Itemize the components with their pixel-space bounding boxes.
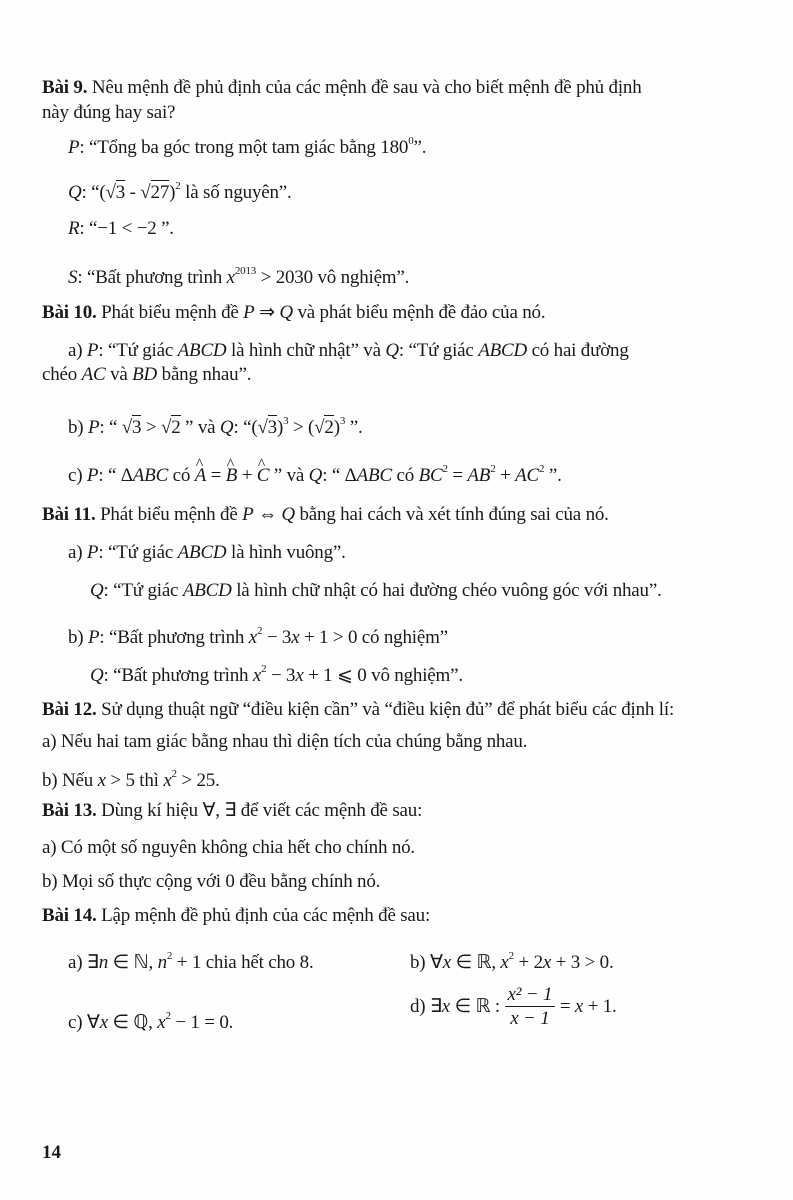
text-segment: 3 <box>339 415 346 427</box>
exercise-line-bai10-a <box>68 339 629 363</box>
text-segment: x <box>248 627 257 648</box>
text-segment: 2 <box>442 463 448 475</box>
text-segment: ”. <box>345 417 363 438</box>
text-segment: P <box>243 302 255 323</box>
text-segment: a) ∃ <box>68 952 99 973</box>
text-segment: 2 <box>324 417 334 438</box>
text-segment: ∈ ℚ, <box>107 1012 158 1033</box>
text-segment: là hình chữ nhật” và <box>226 340 386 361</box>
exercise-line-bai10-title <box>42 301 545 325</box>
text-segment: a) <box>68 542 87 563</box>
text-segment: Q <box>90 665 104 686</box>
text-segment: chéo <box>42 364 82 385</box>
exercise-line-bai11-b-p <box>68 619 448 650</box>
exercise-line-bai9-s <box>68 259 409 290</box>
text-segment: BD <box>132 364 158 385</box>
text-segment: + <box>237 465 257 486</box>
exercise-line-bai13-title <box>42 799 422 823</box>
text-segment: Sử dụng thuật ngữ “điều kiện cần” và “điều kiện đủ” để phát biểu các định lí: <box>96 699 675 720</box>
text-segment: BC <box>418 465 443 486</box>
text-segment: : “Bất phương trình <box>99 627 249 648</box>
text-segment: x <box>291 627 300 648</box>
exercise-line-bai14-a <box>68 944 314 975</box>
text-segment: là hình vuông”. <box>226 542 346 563</box>
text-segment: 3 <box>283 415 289 427</box>
text-segment: 2 <box>508 950 514 962</box>
text-segment: ^ C <box>257 465 269 486</box>
text-segment: 2 <box>171 417 181 438</box>
text-segment: bằng nhau”. <box>157 364 252 385</box>
text-segment: 2 <box>171 768 177 780</box>
text-segment: x <box>295 665 304 686</box>
text-segment: Dùng kí hiệu ∀, ∃ để viết các mệnh đề sau: <box>96 800 423 821</box>
text-segment: a) Nếu hai tam giác bằng nhau thì diện tích của chúng bằng nhau. <box>42 731 528 752</box>
text-segment: ” và <box>180 417 220 438</box>
text-segment: và phát biểu mệnh đề đảo của nó. <box>292 302 546 323</box>
text-segment: Q <box>281 504 295 525</box>
text-segment: : “Tứ giác <box>98 542 178 563</box>
text-segment: là hình chữ nhật có hai đường chéo vuông góc với nhau”. <box>231 580 662 601</box>
text-segment: Phát biểu mệnh đề <box>95 504 243 525</box>
text-segment: 3 <box>132 417 142 438</box>
text-segment: Q <box>219 417 234 438</box>
exercise-label: Bài 9. <box>42 77 88 98</box>
text-segment: x <box>574 995 584 1017</box>
text-segment: + 1 ⩽ 0 vô nghiệm”. <box>303 665 463 686</box>
text-segment: 3 <box>115 182 126 203</box>
text-segment: = <box>206 465 226 486</box>
exercise-label: Bài 12. <box>42 699 97 720</box>
text-segment: : “(√ <box>233 417 268 438</box>
text-segment: a) Có một số nguyên không chia hết cho chính nó. <box>42 837 415 858</box>
text-segment: là số nguyên”. <box>180 182 292 203</box>
exercise-line-bai9-p <box>68 129 426 160</box>
text-segment: Q <box>279 302 293 323</box>
exercise-line-bai11-a-q <box>90 579 662 603</box>
exercise-line-bai11-title <box>42 503 609 527</box>
exercise-line-bai9-title-cont <box>42 101 175 125</box>
text-segment: x <box>441 995 451 1017</box>
text-segment: − 3 <box>262 627 292 648</box>
exercise-line-bai9-q <box>68 174 292 205</box>
text-segment: bằng hai cách và xét tính đúng sai của nó. <box>294 504 609 525</box>
exercise-line-bai9-title <box>42 76 642 100</box>
text-segment: x <box>442 952 452 973</box>
text-segment: n <box>98 952 109 973</box>
text-segment: ABCD <box>478 340 528 361</box>
text-segment: x <box>542 952 552 973</box>
exercise-line-bai13-b <box>42 870 380 894</box>
text-segment: ABCD <box>177 340 227 361</box>
text-segment: ∈ ℝ, <box>451 952 501 973</box>
text-segment: ∈ ℝ : <box>450 995 505 1017</box>
text-segment: : “Bất phương trình <box>103 665 253 686</box>
exercise-label: Bài 14. <box>42 905 97 926</box>
text-segment: > 2030 vô nghiệm”. <box>256 267 410 288</box>
exercise-label: Bài 11. <box>42 504 96 525</box>
text-segment: : “Tứ giác <box>98 340 178 361</box>
text-segment: b) <box>68 417 88 438</box>
text-segment: > (√ <box>288 417 325 438</box>
text-segment: P <box>87 627 100 648</box>
exercise-line-bai11-b-q <box>90 657 463 688</box>
text-segment: 2 <box>175 180 181 192</box>
text-segment: n <box>157 952 167 973</box>
text-segment: x <box>163 770 172 791</box>
exercise-line-bai12-a <box>42 730 527 754</box>
text-segment: x <box>252 665 262 686</box>
text-segment: 27 <box>150 182 170 203</box>
text-segment: x <box>500 952 509 973</box>
exercise-line-bai10-b <box>68 409 363 440</box>
text-segment: : “Tứ giác <box>103 580 183 601</box>
text-segment: P <box>86 340 99 361</box>
text-segment: b) Mọi số thực cộng với 0 đều bằng chính nó. <box>42 871 381 892</box>
text-segment: c) <box>68 465 87 486</box>
text-segment: 2 <box>539 463 545 475</box>
exercise-line-bai14-d <box>410 984 617 1031</box>
text-segment: - √ <box>125 182 151 203</box>
text-segment: + <box>495 465 516 486</box>
fraction-numerator: x² − 1 <box>505 984 556 1007</box>
fraction-denominator: x − 1 <box>510 1008 550 1029</box>
text-segment: > 5 thì <box>105 770 164 791</box>
text-segment: ” và <box>269 465 309 486</box>
text-segment: x <box>97 770 106 791</box>
exercise-label: Bài 10. <box>42 302 97 323</box>
text-segment: ∈ ℕ, <box>108 952 158 973</box>
text-segment: 2 <box>166 950 173 962</box>
text-segment: : “(√ <box>81 182 116 203</box>
text-segment: : “Tổng ba góc trong một tam giác bằng 180 <box>79 137 409 158</box>
exercise-line-bai14-title <box>42 904 430 928</box>
text-segment: + 2 <box>513 952 543 973</box>
text-segment: ”. <box>544 465 562 486</box>
text-segment: ^ B <box>226 465 237 486</box>
text-segment: : “−1 < −2 ”. <box>79 218 174 239</box>
page-number: 14 <box>42 1142 61 1163</box>
text-segment: Q <box>68 182 82 203</box>
text-segment: − 1 = 0. <box>170 1012 234 1033</box>
fraction <box>505 984 556 1031</box>
text-segment: + 1. <box>583 995 617 1017</box>
text-segment: AB <box>467 465 491 486</box>
exercise-line-bai9-r <box>68 217 174 241</box>
text-segment: : “ Δ <box>98 465 133 486</box>
text-segment: > √ <box>141 417 172 438</box>
text-segment: và <box>105 364 133 385</box>
text-segment: x <box>157 1012 166 1033</box>
exercise-line-bai11-a-p <box>68 541 346 565</box>
text-segment: 0 <box>408 135 414 147</box>
text-segment: c) ∀ <box>68 1012 100 1033</box>
text-segment: 2 <box>261 663 267 675</box>
text-segment: 2 <box>256 625 263 637</box>
exercise-line-bai12-b <box>42 762 220 793</box>
text-segment: P <box>242 504 254 525</box>
exercise-line-bai10-a-cont <box>42 363 251 387</box>
text-segment: R <box>68 218 80 239</box>
text-segment: Q <box>90 580 104 601</box>
text-segment: b) Nếu <box>42 770 98 791</box>
text-segment: = <box>555 995 575 1017</box>
text-segment: này đúng hay sai? <box>42 102 176 123</box>
text-segment: ABC <box>356 465 392 486</box>
text-segment: Phát biểu mệnh đề <box>96 302 244 323</box>
text-segment: ”. <box>413 137 427 158</box>
text-segment: 2 <box>490 463 496 475</box>
text-segment: ) <box>169 182 176 203</box>
text-segment: a) <box>68 340 87 361</box>
text-segment: AC <box>515 465 540 486</box>
text-segment: AC <box>81 364 106 385</box>
text-segment: ABCD <box>182 580 232 601</box>
text-segment: : “Bất phương trình <box>77 267 227 288</box>
text-segment: + 1 > 0 có nghiệm” <box>299 627 448 648</box>
text-segment: ^ A <box>195 465 206 486</box>
text-segment: : “ √ <box>99 417 133 438</box>
text-segment: d) ∃ <box>410 995 442 1017</box>
text-segment: x <box>99 1012 108 1033</box>
text-segment: ⇔ <box>253 504 282 525</box>
text-segment: ABC <box>132 465 169 486</box>
text-segment: > 25. <box>176 770 220 791</box>
text-segment: ⇒ <box>254 302 280 323</box>
text-segment: − 3 <box>266 665 296 686</box>
text-segment: 2013 <box>234 265 257 277</box>
text-segment: Q <box>308 465 323 486</box>
exercise-line-bai12-title <box>42 698 674 722</box>
exercise-line-bai14-b <box>410 944 614 975</box>
text-segment: : “ Δ <box>322 465 357 486</box>
text-segment: Nêu mệnh đề phủ định của các mệnh đề sau và cho biết mệnh đề phủ định <box>87 77 642 98</box>
text-segment: có <box>168 465 195 486</box>
text-segment: ) <box>333 417 340 438</box>
text-segment: Lập mệnh đề phủ định của các mệnh đề sau: <box>96 905 431 926</box>
text-segment: = <box>447 465 468 486</box>
text-segment: b) ∀ <box>410 952 443 973</box>
text-segment: P <box>68 137 80 158</box>
text-segment: P <box>86 465 99 486</box>
text-segment: P <box>86 542 99 563</box>
text-segment: có hai đường <box>527 340 629 361</box>
text-segment: : “Tứ giác <box>398 340 479 361</box>
exercise-label: Bài 13. <box>42 800 97 821</box>
text-segment: P <box>87 417 100 438</box>
text-segment: ABCD <box>177 542 227 563</box>
text-segment: x <box>226 267 235 288</box>
exercise-line-bai13-a <box>42 836 415 860</box>
text-segment: + 1 chia hết cho 8. <box>172 952 314 973</box>
exercise-line-bai14-c <box>68 1004 233 1035</box>
text-segment: Q <box>385 340 399 361</box>
text-segment: 3 <box>267 417 277 438</box>
text-segment: S <box>68 267 78 288</box>
exercise-line-bai10-c <box>68 457 562 488</box>
text-segment: + 3 > 0. <box>551 952 614 973</box>
text-segment: có <box>391 465 419 486</box>
text-segment: 2 <box>165 1010 171 1022</box>
text-segment: b) <box>68 627 88 648</box>
text-segment: ) <box>276 417 284 438</box>
